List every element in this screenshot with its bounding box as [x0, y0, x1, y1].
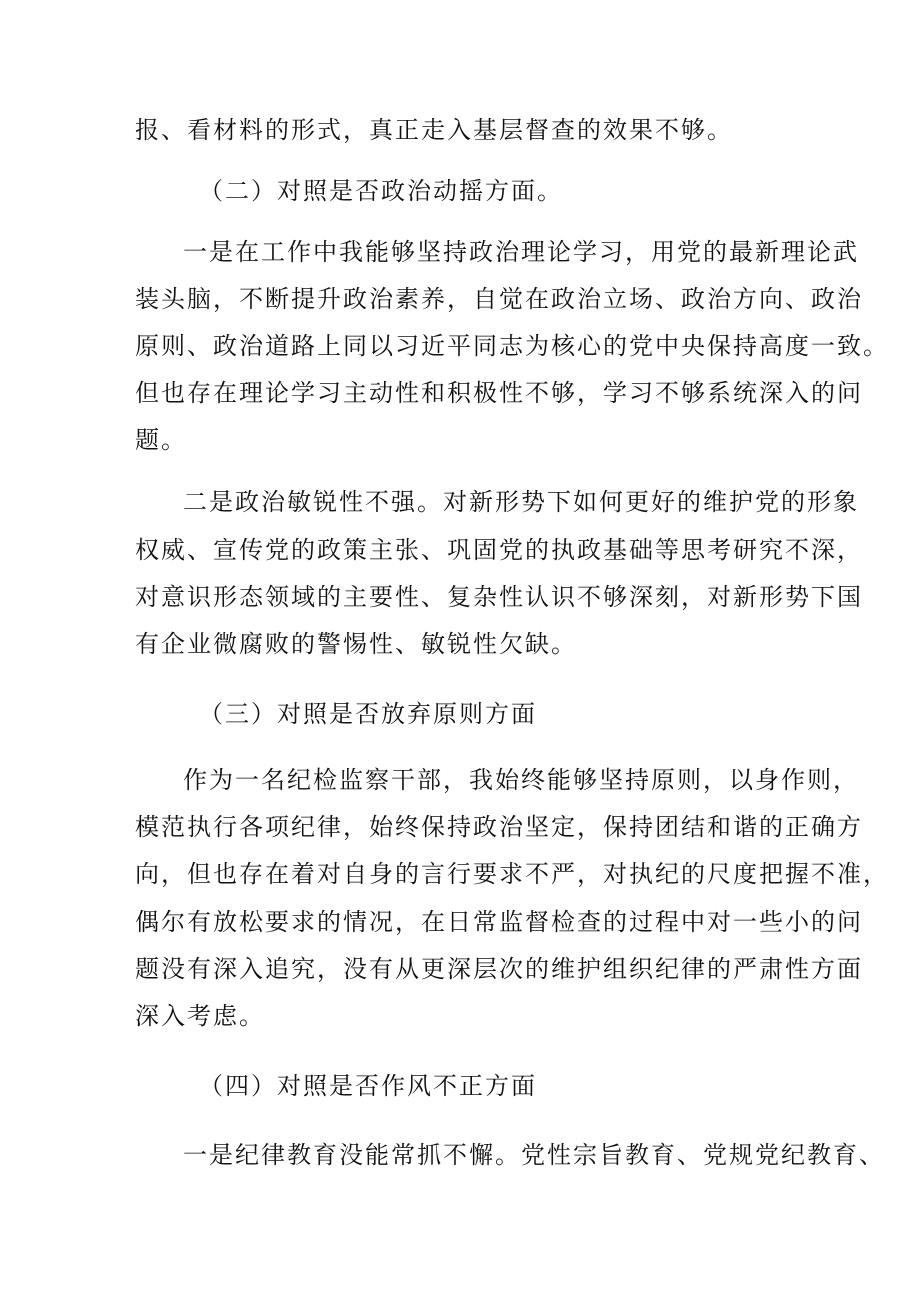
paragraph-line: 一是纪律教育没能常抓不懈。党性宗旨教育、党规党纪教育、	[183, 1141, 885, 1169]
paragraph-line: 原则、政治道路上同以习近平同志为核心的党中央保持高度一致。	[135, 332, 889, 360]
paragraph-line: 装头脑，不断提升政治素养，自觉在政治立场、政治方向、政治	[135, 285, 863, 313]
paragraph-line: 二是政治敏锐性不强。对新形势下如何更好的维护党的形象	[183, 488, 859, 516]
paragraph-line: 一是在工作中我能够坚持政治理论学习，用党的最新理论武	[183, 238, 859, 266]
paragraph-line: 深入考虑。	[135, 1002, 265, 1030]
section-heading: （四）对照是否作风不正方面	[199, 1072, 537, 1100]
paragraph-line: 权威、宣传党的政策主张、巩固党的执政基础等思考研究不深，	[135, 536, 863, 564]
paragraph-line: 题。	[135, 426, 187, 454]
paragraph-line: 偶尔有放松要求的情况，在日常监督检查的过程中对一些小的问	[135, 908, 863, 936]
paragraph-line: 题没有深入追究，没有从更深层次的维护组织纪律的严肃性方面	[135, 955, 863, 983]
paragraph-line: 向，但也存在着对自身的言行要求不严，对执纪的尺度把握不准，	[135, 860, 889, 888]
section-heading: （三）对照是否放弃原则方面	[199, 700, 537, 728]
paragraph-line: 但也存在理论学习主动性和积极性不够，学习不够系统深入的问	[135, 379, 863, 407]
section-heading: （二）对照是否政治动摇方面。	[199, 177, 563, 205]
paragraph-line: 对意识形态领域的主要性、复杂性认识不够深刻，对新形势下国	[135, 583, 863, 611]
paragraph-line: 报、看材料的形式，真正走入基层督查的效果不够。	[135, 116, 733, 144]
paragraph-line: 作为一名纪检监察干部，我始终能够坚持原则，以身作则，	[183, 766, 859, 794]
paragraph-line: 有企业微腐败的警惕性、敏锐性欠缺。	[135, 630, 577, 658]
paragraph-line: 模范执行各项纪律，始终保持政治坚定，保持团结和谐的正确方	[135, 813, 863, 841]
